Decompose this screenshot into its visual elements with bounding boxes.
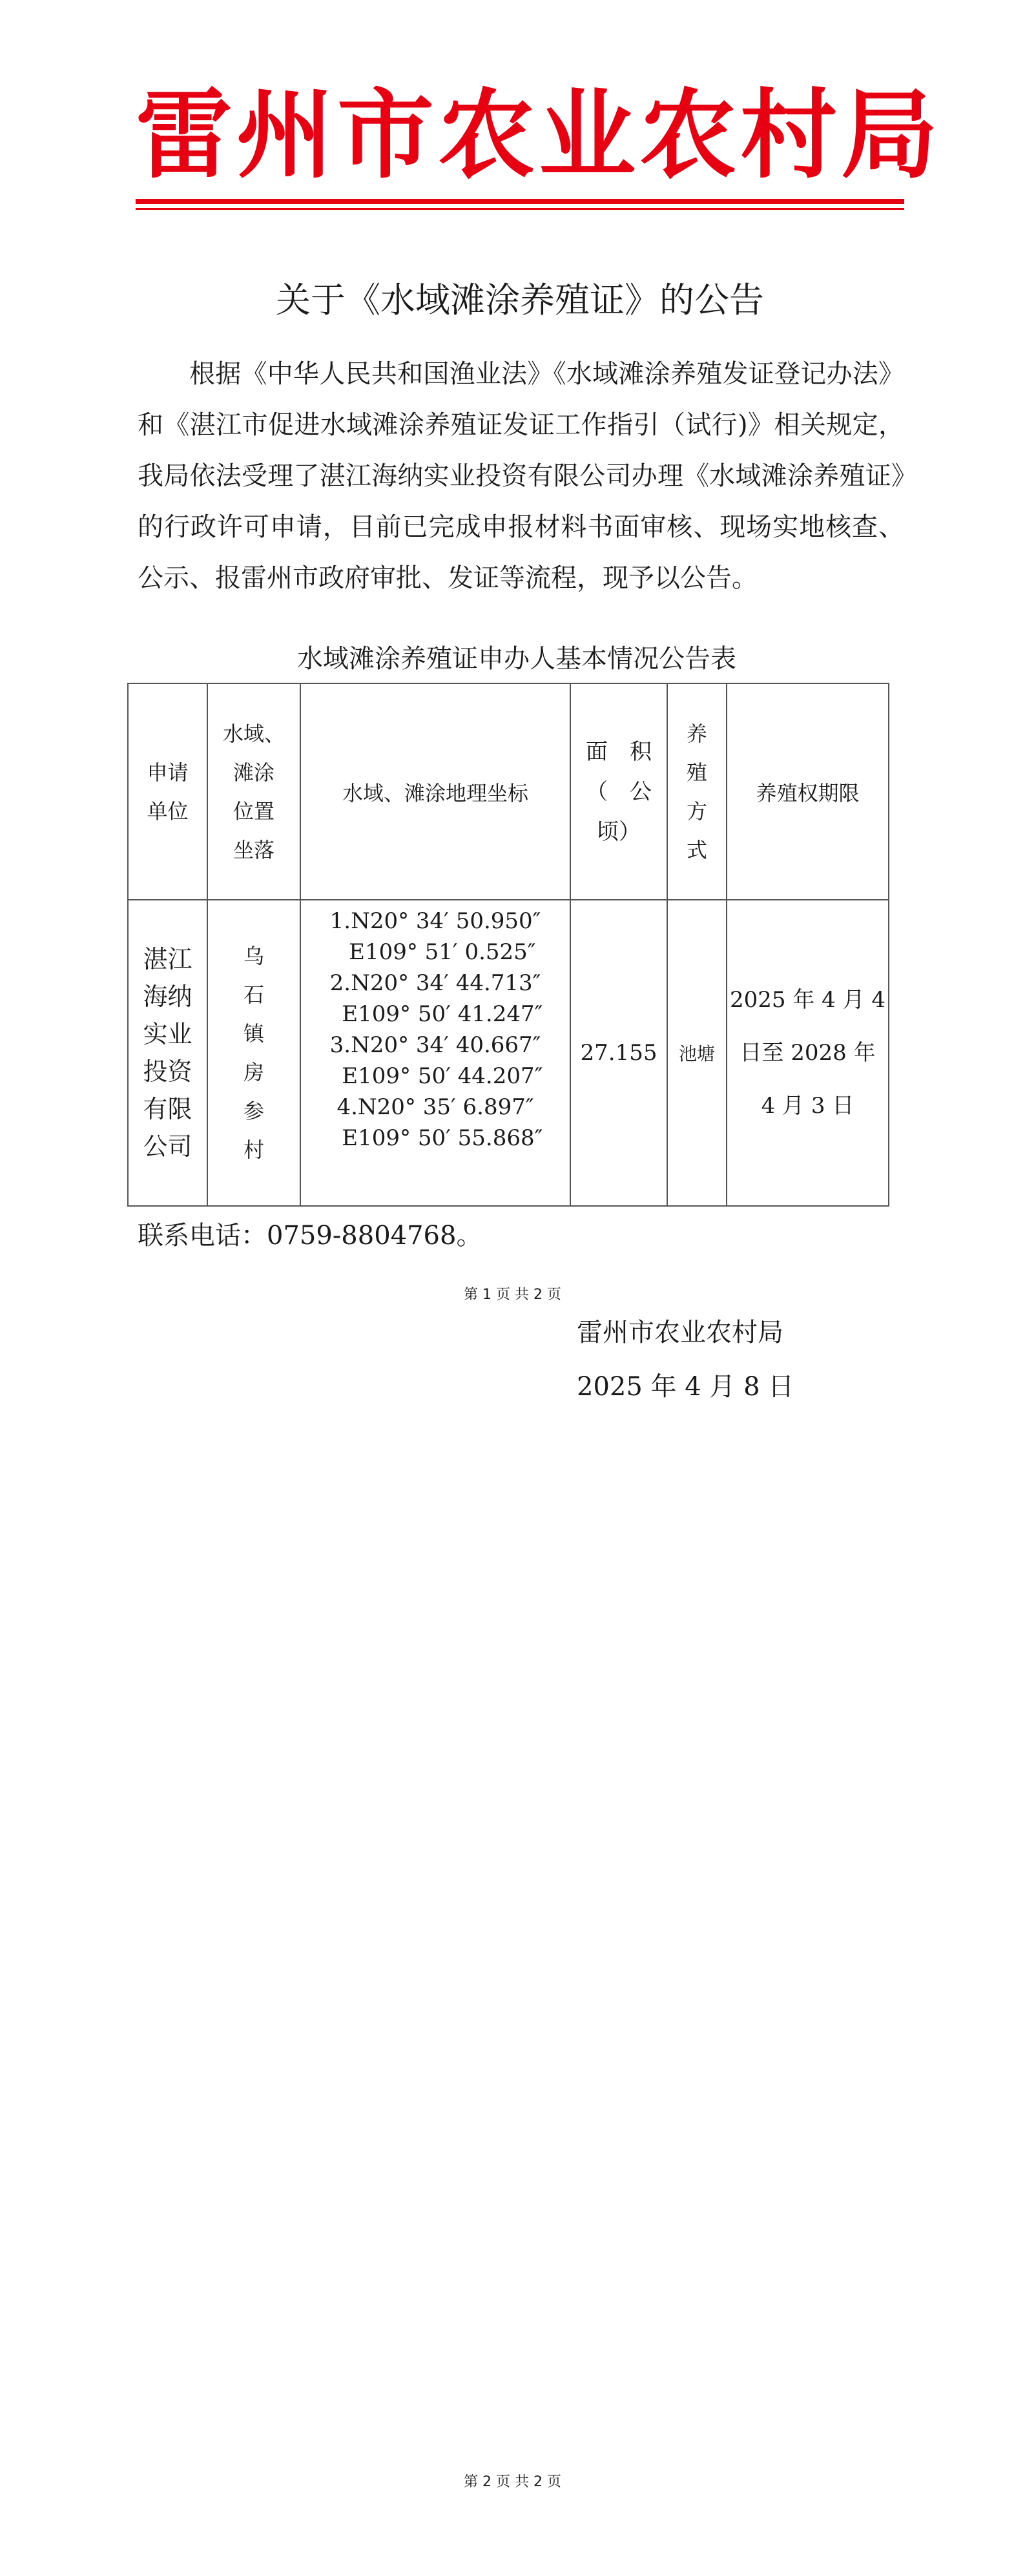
cell-text: 海纳 (143, 982, 192, 1011)
header-location-lines (208, 714, 300, 869)
cell-location (207, 900, 300, 1206)
cell-text: 参 (243, 1099, 264, 1123)
term-line: 4 月 3 日 (761, 1093, 854, 1119)
header-text: 水域、 (222, 721, 285, 746)
coordinate-line: E109° 50′ 41.247″ (327, 1001, 543, 1027)
letterhead-rule-thin (136, 208, 904, 210)
header-method-lines (668, 714, 726, 869)
header-text: 式 (686, 837, 707, 862)
coordinate-line: 2.N20° 34′ 44.713″ (329, 970, 541, 996)
term-line: 日至 2028 年 (740, 1040, 876, 1066)
term-line: 2025 年 4 月 4 (729, 987, 886, 1013)
page-number-2: 第 2 页 共 2 页 (464, 2474, 561, 2490)
table-caption: 水域滩涂养殖证申办人基本情况公告表 (297, 644, 736, 674)
header-text: 方 (686, 798, 707, 824)
signature-org: 雷州市农业农村局 (577, 1318, 783, 1347)
page-number-1: 第 1 页 共 2 页 (464, 1287, 561, 1303)
header-applicant-lines (129, 753, 207, 831)
header-text: 殖 (686, 760, 707, 785)
coordinate-line: E109° 50′ 44.207″ (327, 1063, 543, 1089)
header-text: 滩涂 (233, 760, 274, 785)
letterhead-title: 雷州市农业农村局 (136, 79, 942, 192)
cell-term (727, 900, 889, 1206)
body-paragraph: 根据《中华人民共和国渔业法》《水域滩涂养殖发证登记办法》和《湛江市促进水域滩涂养殖证发证工作指引（试行)》相关规定，我局依法受理了湛江海纳实业投资有限公司办理《水域滩涂养殖证》的行政许可申请，目前已完成申报材料书面审核、现场实地核查、公示、报雷州市政府审批、发证等流程，现予以公告。 (138, 359, 904, 593)
letterhead-rule-thick (136, 199, 904, 204)
coordinate-line: 1.N20° 34′ 50.950″ (329, 908, 541, 934)
header-method (667, 683, 727, 900)
header-term: 养殖权期限 (727, 683, 889, 900)
coordinate-line: E109° 51′ 0.525″ (335, 939, 536, 965)
cell-text: 投资 (143, 1057, 192, 1086)
location-lines (208, 937, 300, 1169)
document-title: 关于《水域滩涂养殖证》的公告 (276, 280, 764, 320)
cell-coordinates (300, 900, 570, 1206)
header-location (207, 683, 300, 900)
header-area (570, 683, 667, 900)
cell-area: 27.155 (570, 900, 667, 1206)
coordinate-line: 4.N20° 35′ 6.897″ (336, 1094, 534, 1120)
header-applicant (128, 683, 207, 900)
cell-text: 有限 (143, 1095, 192, 1123)
applicant-lines (129, 940, 207, 1165)
cell-applicant (128, 900, 207, 1206)
table-header-row (128, 683, 889, 900)
header-text: 位置 (233, 798, 274, 824)
header-text: 顷） (597, 818, 641, 845)
cell-text: 石 (243, 982, 264, 1007)
coordinate-line: 3.N20° 34′ 40.667″ (329, 1032, 541, 1058)
header-text: （ 公 (586, 778, 652, 805)
applicant-info-table (127, 683, 889, 1207)
contact-phone: 联系电话：0759-8804768。 (138, 1221, 482, 1251)
header-text: 养 (686, 721, 707, 746)
cell-text: 镇 (243, 1021, 264, 1046)
header-coordinates: 水域、滩涂地理坐标 (300, 683, 570, 900)
header-text: 申请 (147, 760, 189, 785)
header-text: 坐落 (233, 837, 274, 862)
cell-text: 公司 (143, 1132, 192, 1161)
header-text: 单位 (147, 798, 189, 824)
cell-method: 池塘 (667, 900, 727, 1206)
cell-text: 湛江 (143, 945, 192, 973)
cell-text: 房 (243, 1060, 264, 1085)
signature-date: 2025 年 4 月 8 日 (577, 1372, 794, 1402)
cell-text: 乌 (243, 944, 264, 968)
table-row (128, 900, 889, 1206)
header-text: 面 积 (586, 738, 652, 765)
cell-text: 村 (243, 1137, 264, 1162)
cell-text: 实业 (143, 1020, 192, 1048)
coordinate-line: E109° 50′ 55.868″ (327, 1125, 543, 1151)
